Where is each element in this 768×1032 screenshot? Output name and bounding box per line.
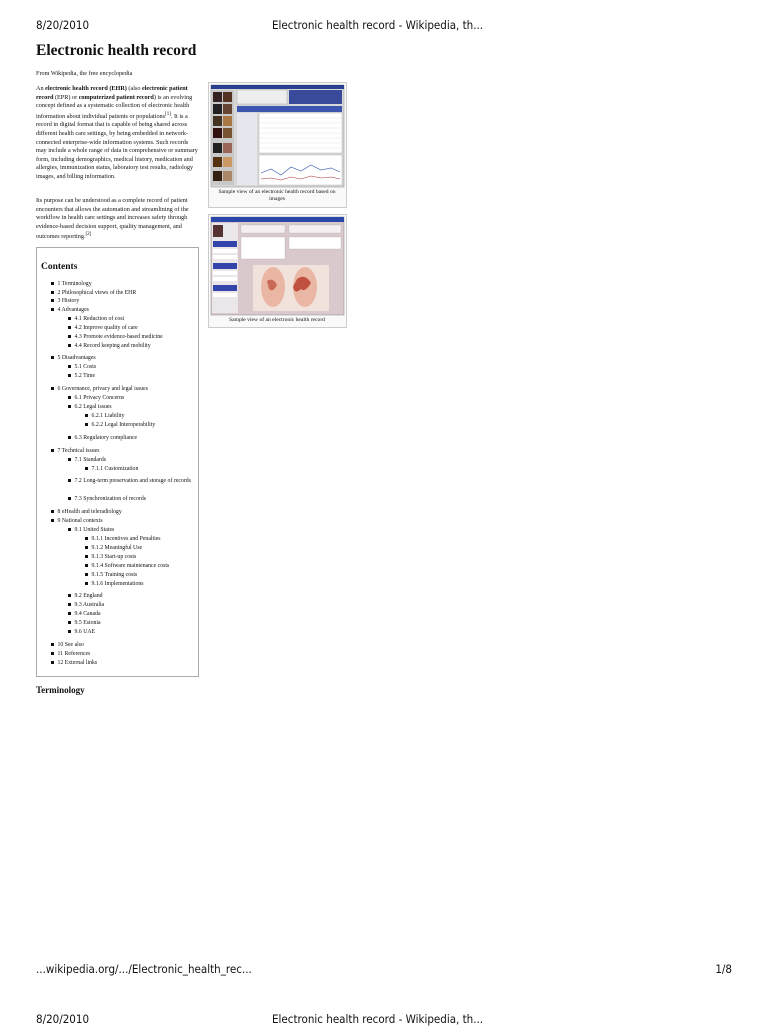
toc-item-label: 12 External links xyxy=(57,660,98,666)
toc-item-label: 7 Technical issues xyxy=(57,448,100,454)
toc-item-label: 4.3 Promote evidence-based medicine xyxy=(74,334,163,340)
toc-item-label: 6.1 Privacy Concerns xyxy=(74,395,125,401)
toc-item-label: 9.1.2 Meaningful Use xyxy=(91,545,143,551)
toc-item[interactable] xyxy=(85,545,142,552)
bullet-icon xyxy=(68,458,71,461)
toc-item[interactable] xyxy=(51,448,100,455)
toc-item[interactable] xyxy=(51,307,89,314)
toc-item[interactable] xyxy=(85,572,137,579)
toc-item[interactable] xyxy=(68,404,112,411)
bullet-icon xyxy=(68,374,71,377)
bullet-icon xyxy=(68,365,71,368)
page-header xyxy=(0,18,768,38)
toc-item-label: 6.3 Regulatory compliance xyxy=(74,435,138,441)
toc-item[interactable] xyxy=(68,496,146,503)
footer-page-number: 1/8 xyxy=(715,962,732,976)
ehr-images-screenshot[interactable] xyxy=(209,83,346,189)
toc-item-label: 7.1 Standards xyxy=(74,457,107,463)
bullet-icon xyxy=(51,308,54,311)
table-of-contents xyxy=(36,247,199,677)
page-footer xyxy=(0,962,768,982)
figure-caption-1: Sample view of an electronic health record based on images xyxy=(218,189,336,202)
bullet-icon xyxy=(68,317,71,320)
p1-bold-epr: electronic patient record xyxy=(36,85,188,101)
p1-bold-ehr: electronic health record (EHR) xyxy=(45,85,127,92)
bullet-icon xyxy=(68,479,71,482)
toc-item-label: 9.1.1 Incentives and Penalties xyxy=(91,536,161,542)
toc-item[interactable] xyxy=(51,386,148,393)
toc-item-label: 8 eHealth and teleradiology xyxy=(57,509,122,515)
toc-item[interactable] xyxy=(85,466,138,473)
toc-item[interactable] xyxy=(85,581,144,588)
bullet-icon xyxy=(68,335,71,338)
bullet-icon xyxy=(51,291,54,294)
purpose-paragraph xyxy=(36,197,200,242)
toc-item[interactable] xyxy=(51,642,84,649)
toc-item-label: 6 Governance, privacy and legal issues xyxy=(57,386,148,392)
figure-ehr-sample[interactable] xyxy=(208,214,347,328)
toc-item[interactable] xyxy=(68,620,101,627)
bullet-icon xyxy=(85,582,88,585)
toc-item-label: 9.4 Canada xyxy=(74,611,101,617)
toc-item-label: 9.3 Australia xyxy=(74,602,105,608)
bullet-icon xyxy=(85,467,88,470)
toc-item-label: 1 Terminology xyxy=(57,281,92,287)
bullet-icon xyxy=(51,282,54,285)
p1-text-c: (also xyxy=(126,85,142,92)
toc-item-label: 9.1.4 Software maintenance costs xyxy=(91,563,170,569)
toc-item[interactable] xyxy=(51,355,96,362)
p1-bold-cpr: computerized patient record xyxy=(78,93,154,101)
bullet-icon xyxy=(68,405,71,408)
toc-item-label: 6.2.2 Legal Interoperability xyxy=(91,422,156,428)
toc-item[interactable] xyxy=(68,602,104,609)
section-heading-terminology: Terminology xyxy=(36,685,85,695)
bullet-icon xyxy=(68,612,71,615)
toc-item[interactable] xyxy=(51,509,122,516)
bullet-icon xyxy=(51,661,54,664)
toc-item[interactable] xyxy=(51,518,103,525)
ref-link-2[interactable]: [2] xyxy=(85,232,92,238)
toc-item[interactable] xyxy=(68,325,138,332)
toc-item[interactable] xyxy=(51,660,97,667)
toc-item[interactable] xyxy=(51,651,90,658)
next-header-title: Electronic health record - Wikipedia, th... xyxy=(272,1012,484,1026)
bullet-icon xyxy=(51,449,54,452)
bullet-icon xyxy=(51,510,54,513)
toc-item-label: 9.2 England xyxy=(74,593,103,599)
toc-item-label: 9.1.5 Training costs xyxy=(91,572,138,578)
toc-item-label: 11 References xyxy=(57,651,91,657)
bullet-icon xyxy=(51,652,54,655)
toc-item-label: 4 Advantages xyxy=(57,307,89,313)
toc-item[interactable] xyxy=(68,611,101,618)
toc-item[interactable] xyxy=(85,536,161,543)
bullet-icon xyxy=(68,630,71,633)
bullet-icon xyxy=(85,564,88,567)
bullet-icon xyxy=(68,594,71,597)
toc-item[interactable] xyxy=(68,316,124,323)
toc-item-label: 9 National contexts xyxy=(57,518,103,524)
toc-item[interactable] xyxy=(51,281,92,288)
bullet-icon xyxy=(68,326,71,329)
toc-item-label: 9.6 UAE xyxy=(74,629,96,635)
figure-ehr-images[interactable] xyxy=(208,82,347,208)
bullet-icon xyxy=(51,519,54,522)
bullet-icon xyxy=(85,555,88,558)
bullet-icon xyxy=(68,497,71,500)
ref-link-1[interactable]: [1] xyxy=(165,111,171,117)
toc-item-label: 6.2.1 Liability xyxy=(91,413,125,419)
toc-item[interactable] xyxy=(51,298,79,305)
toc-item[interactable] xyxy=(68,629,95,636)
toc-item-label: 4.4 Record keeping and mobility xyxy=(74,343,151,349)
toc-item[interactable] xyxy=(85,554,136,561)
toc-item-label: 9.1.6 Implementations xyxy=(91,581,144,587)
toc-item[interactable] xyxy=(85,422,155,429)
ehr-sample-screenshot[interactable] xyxy=(209,215,346,317)
next-header-date: 8/20/2010 xyxy=(36,1012,90,1026)
bullet-icon xyxy=(51,387,54,390)
bullet-icon xyxy=(85,537,88,540)
bullet-icon xyxy=(68,436,71,439)
figure-caption-2: Sample view of an electronic health record xyxy=(229,317,325,323)
toc-item-label: 9.1 United States xyxy=(74,527,115,533)
toc-item-label: 9.5 Estonia xyxy=(74,620,101,626)
toc-item[interactable] xyxy=(68,593,103,600)
header-title: Electronic health record - Wikipedia, th... xyxy=(272,18,484,32)
toc-item-label: 5.2 Time xyxy=(74,373,96,379)
header-date: 8/20/2010 xyxy=(36,18,90,32)
bullet-icon xyxy=(68,396,71,399)
toc-item[interactable] xyxy=(68,343,151,350)
bullet-icon xyxy=(68,344,71,347)
p1-text-a: An xyxy=(36,85,46,92)
toc-item[interactable] xyxy=(68,373,95,380)
toc-item-label: 5 Disadvantages xyxy=(57,355,96,361)
p1-text-e: ) is an evolving concept defined as a systematic collection of electronic health information about individual patients or populations xyxy=(36,93,193,120)
bullet-icon xyxy=(68,603,71,606)
bullet-icon xyxy=(85,414,88,417)
bullet-icon xyxy=(51,643,54,646)
toc-item-label: 9.1.3 Start-up costs xyxy=(91,554,137,560)
toc-item[interactable] xyxy=(68,395,124,402)
toc-item-label: 7.3 Synchronization of records xyxy=(74,496,146,502)
bullet-icon xyxy=(85,546,88,549)
toc-item-label: 6.2 Legal issues xyxy=(74,404,112,410)
toc-item[interactable] xyxy=(68,334,163,341)
bullet-icon xyxy=(51,356,54,359)
toc-item-label: 4.2 Improve quality of care xyxy=(74,325,138,331)
toc-item-label: 2 Philosophical views of the EHR xyxy=(57,290,137,296)
bullet-icon xyxy=(85,573,88,576)
bullet-icon xyxy=(68,528,71,531)
footer-url: ...wikipedia.org/.../Electronic_health_rec... xyxy=(36,962,252,976)
toc-item-label: 5.1 Costs xyxy=(74,364,97,370)
article-tagline: From Wikipedia, the free encyclopedia xyxy=(36,70,133,77)
toc-item[interactable] xyxy=(68,364,96,371)
toc-item[interactable] xyxy=(85,563,169,570)
p1-text-f: . It is a record in digital format that is capable of being shared across different health care settings, by being embedded in network-connected enterprise-wide information systems. Such records may include a whole range of data in comprehensive or summary form, including demographics, medical history, medication and allergies, immunization status, laboratory test results, radiology images, and billing information. xyxy=(36,112,198,180)
toc-title: Contents xyxy=(41,262,78,272)
bullet-icon xyxy=(68,621,71,624)
toc-item[interactable] xyxy=(68,435,137,442)
toc-item[interactable] xyxy=(68,457,106,464)
bullet-icon xyxy=(51,299,54,302)
next-page-header xyxy=(0,1012,768,1032)
intro-paragraph xyxy=(36,85,200,182)
toc-item[interactable] xyxy=(51,290,136,297)
toc-item-label: 10 See also xyxy=(57,642,84,648)
toc-item-label: 7.2 Long-term preservation and storage of records xyxy=(74,478,191,484)
toc-item[interactable] xyxy=(85,413,125,420)
bullet-icon xyxy=(85,423,88,426)
toc-item[interactable] xyxy=(68,478,193,485)
toc-item-label: 7.1.1 Customization xyxy=(91,466,139,472)
toc-item-label: 4.1 Reduction of cost xyxy=(74,316,125,322)
toc-item[interactable] xyxy=(68,527,114,534)
article-title: Electronic health record xyxy=(36,42,197,59)
toc-item-label: 3 History xyxy=(57,298,80,304)
p2-text: Its purpose can be understood as a complete record of patient encounters that allows the automation and streamlining of the workflow in health care settings and increases safety through evidence-based decision support, quality management, and outcomes reporting. xyxy=(36,197,189,241)
p1-text-d: (EPR) or xyxy=(53,93,79,101)
